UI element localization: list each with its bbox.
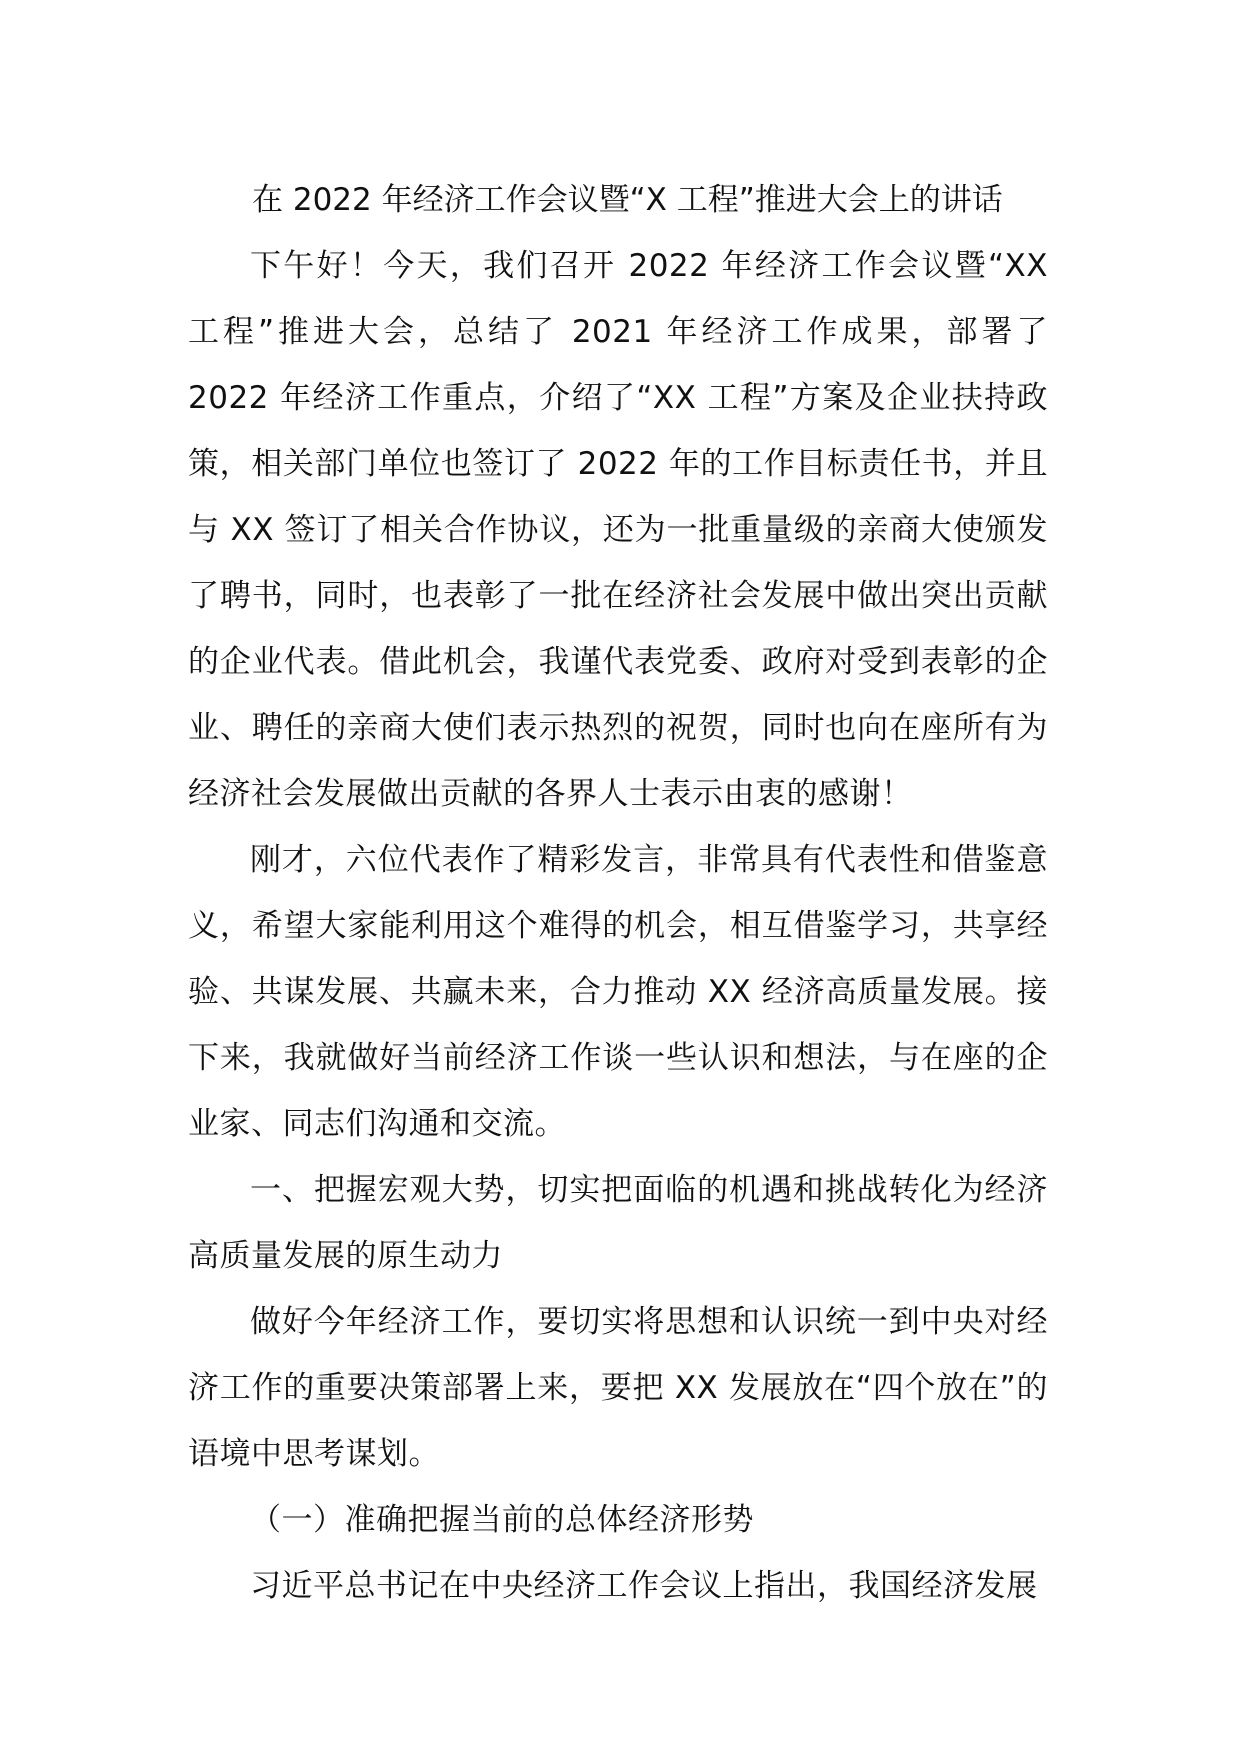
document-body — [188, 233, 1048, 1619]
document-title: 在 2022 年经济工作会议暨“X 工程”推进大会上的讲话 — [252, 182, 1003, 218]
paragraph-opening: 下午好！今天，我们召开 2022 年经济工作会议暨“XX 工程”推进大会，总结了 2021 年经济工作成果，部署了 2022 年经济工作重点，介绍了“XX 工程”方案及企业扶持政策，相关部门单位也签订了 2022 年的工作目标责任书，并且与 XX 签订了相关合作协议，还为一批重量级的亲商大使颁发了聘书，同时，也表彰了一批在经济社会发展中做出突出贡献的企业代表。借此机会，我谨代表党委、政府对受到表彰的企业、聘任的亲商大使们表示热烈的祝贺，同时也向在座所有为经济社会发展做出贡献的各界人士表示由衷的感谢！ — [188, 248, 1048, 812]
section-heading-1: 一、把握宏观大势，切实把面临的机遇和挑战转化为经济高质量发展的原生动力 — [188, 1172, 1048, 1274]
paragraph-subsection-1: 习近平总书记在中央经济工作会议上指出，我国经济发展 — [250, 1568, 1038, 1604]
paragraph-section-1-intro: 做好今年经济工作，要切实将思想和认识统一到中央对经济工作的重要决策部署上来，要把 XX 发展放在“四个放在”的语境中思考谋划。 — [188, 1304, 1048, 1472]
subsection-heading-1: （一）准确把握当前的总体经济形势 — [250, 1502, 754, 1538]
paragraph-remarks: 刚才，六位代表作了精彩发言，非常具有代表性和借鉴意义，希望大家能利用这个难得的机会，相互借鉴学习，共享经验、共谋发展、共赢未来，合力推动 XX 经济高质量发展。接下来，我就做好当前经济工作谈一些认识和想法，与在座的企业家、同志们沟通和交流。 — [188, 842, 1048, 1142]
